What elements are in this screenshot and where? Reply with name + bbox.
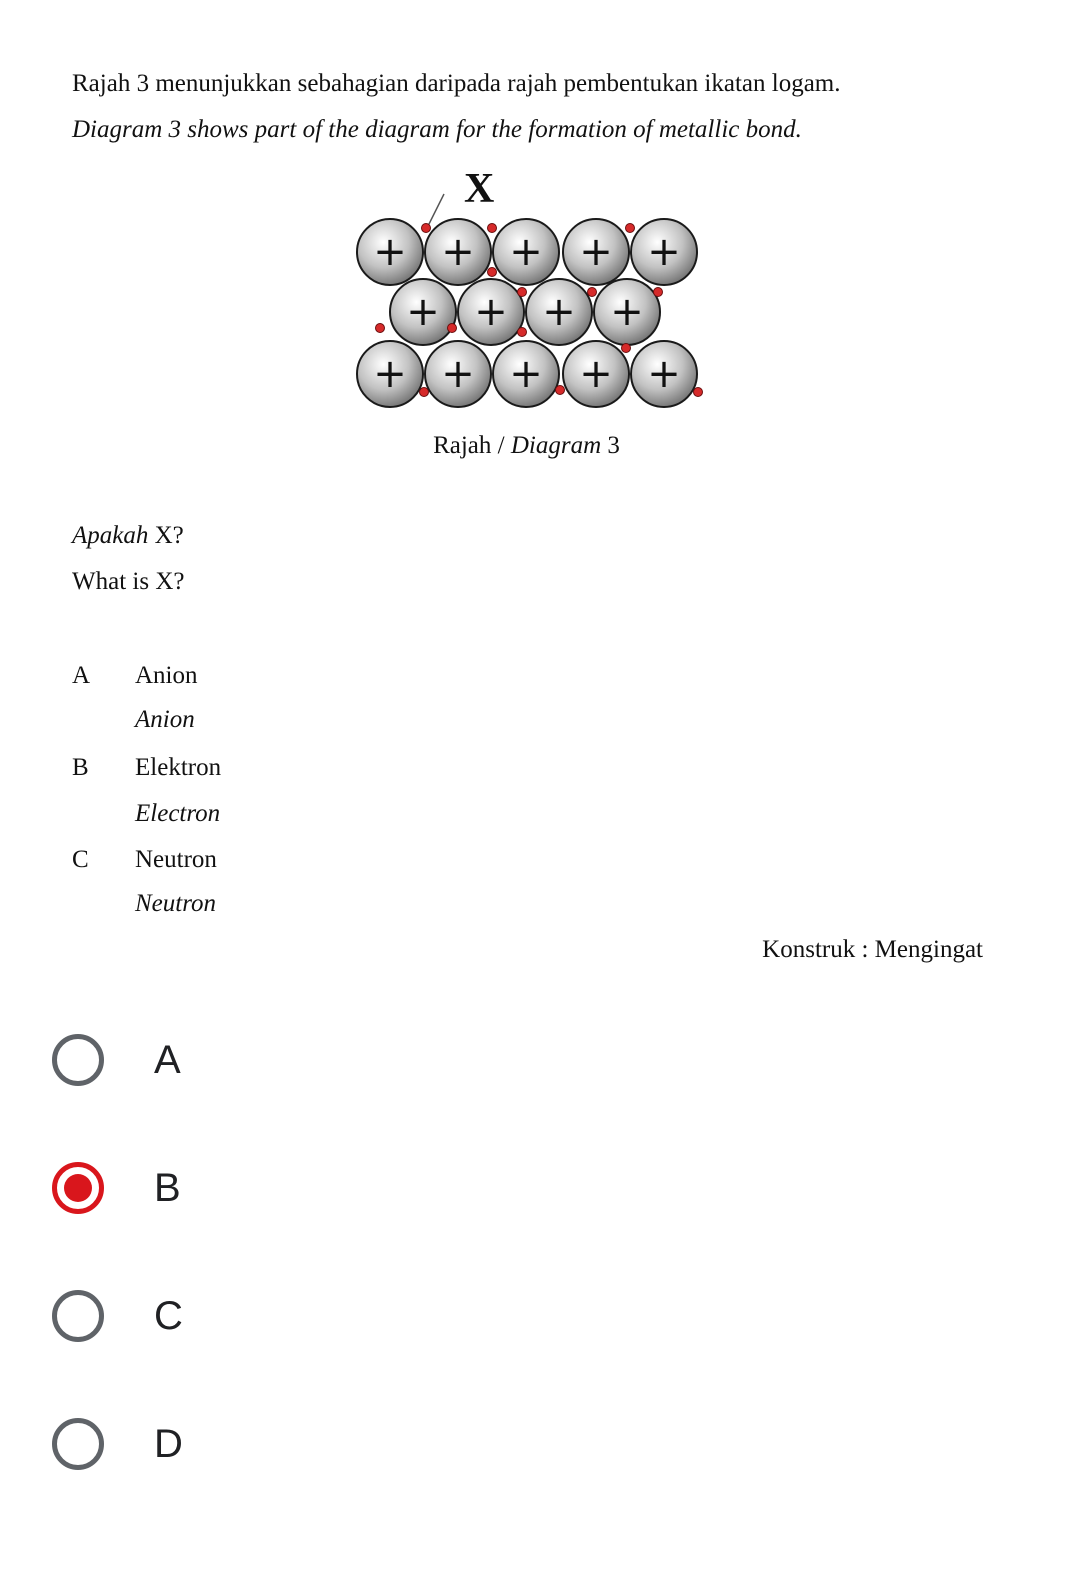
prompt-en: What is X?: [72, 568, 185, 595]
option-c-letter: C: [72, 846, 89, 873]
electron-dot: [518, 288, 527, 297]
ion-plus-sign: +: [509, 351, 543, 397]
ion-plus-sign: +: [647, 351, 681, 397]
metal-ion: [526, 279, 592, 345]
electron-dot: [588, 288, 597, 297]
electron-dot: [518, 328, 527, 337]
option-b-en: Electron: [135, 800, 221, 827]
ion-plus-sign: +: [509, 229, 543, 275]
option-a-letter: A: [72, 662, 91, 689]
ion-plus-sign: +: [579, 229, 613, 275]
electron-dot: [622, 344, 631, 353]
option-b-ms: Elektron: [135, 754, 222, 781]
electron-dot: [654, 288, 663, 297]
answer-a-radio[interactable]: [52, 1034, 452, 1104]
option-c-ms: Neutron: [135, 846, 217, 873]
ion-plus-sign: +: [542, 289, 576, 335]
option-a-ms: Anion: [135, 662, 198, 689]
metallic-bond-diagram: [340, 160, 720, 410]
ion-plus-sign: +: [441, 351, 475, 397]
ion-plus-sign: +: [373, 351, 407, 397]
metal-ion: [631, 219, 697, 285]
answer-c-radio[interactable]: [52, 1290, 452, 1360]
electron-dot: [376, 324, 385, 333]
answer-d-label[interactable]: D: [154, 1422, 183, 1466]
question-text-en: Diagram 3 shows part of the diagram for the formation of metallic bond.: [72, 116, 802, 143]
caption-en: Diagram: [510, 432, 602, 459]
option-c-en: Neutron: [135, 890, 217, 917]
diagram-caption: [0, 432, 1053, 460]
electron-dot: [488, 268, 497, 277]
electron-dot: [422, 224, 431, 233]
metal-ion: [357, 341, 423, 407]
option-b-letter: B: [72, 754, 89, 781]
electron-dot: [448, 324, 457, 333]
radio-unchecked-icon[interactable]: [52, 1290, 104, 1342]
electron-dot: [420, 388, 429, 397]
question-text-ms: Rajah 3 menunjukkan sebahagian daripada rajah pembentukan ikatan logam.: [72, 70, 841, 97]
metal-ion: [357, 219, 423, 285]
answer-a-label[interactable]: A: [154, 1038, 181, 1082]
option-a-en: Anion: [135, 706, 195, 733]
radio-unchecked-icon[interactable]: [52, 1034, 104, 1086]
metal-ion: [563, 219, 629, 285]
answer-b-radio[interactable]: [52, 1162, 452, 1232]
caption-ms: Rajah: [433, 432, 492, 459]
caption-separator: /: [491, 432, 511, 459]
metal-ions: [357, 219, 697, 407]
ion-plus-sign: +: [610, 289, 644, 335]
metal-ion: [493, 219, 559, 285]
ion-plus-sign: +: [579, 351, 613, 397]
metal-ion: [458, 279, 524, 345]
metal-ion: [425, 219, 491, 285]
metal-ion: [390, 279, 456, 345]
label-x-pointer: [428, 194, 444, 226]
prompt-ms: [72, 522, 184, 550]
construct-label: Konstruk : Mengingat: [762, 936, 983, 963]
answer-d-radio[interactable]: [52, 1418, 452, 1488]
answer-b-label[interactable]: B: [154, 1166, 181, 1210]
electron-dot: [626, 224, 635, 233]
metal-ion: [631, 341, 697, 407]
ion-plus-sign: +: [647, 229, 681, 275]
radio-unchecked-icon[interactable]: [52, 1418, 104, 1470]
prompt-var: X?: [148, 522, 184, 549]
ion-plus-sign: +: [373, 229, 407, 275]
metal-ion: [493, 341, 559, 407]
radio-checked-dot: [64, 1174, 92, 1202]
ion-plus-sign: +: [441, 229, 475, 275]
electron-dot: [694, 388, 703, 397]
caption-number: 3: [601, 432, 620, 459]
ion-plus-sign: +: [474, 289, 508, 335]
metal-ion: [563, 341, 629, 407]
prompt-ms-word: Apakah: [72, 522, 149, 549]
ion-plus-sign: +: [406, 289, 440, 335]
metal-ion: [425, 341, 491, 407]
answer-c-label[interactable]: C: [154, 1294, 183, 1338]
label-x: X: [464, 166, 495, 212]
electron-dot: [556, 386, 565, 395]
electron-dot: [488, 224, 497, 233]
metal-ion: [594, 279, 660, 345]
